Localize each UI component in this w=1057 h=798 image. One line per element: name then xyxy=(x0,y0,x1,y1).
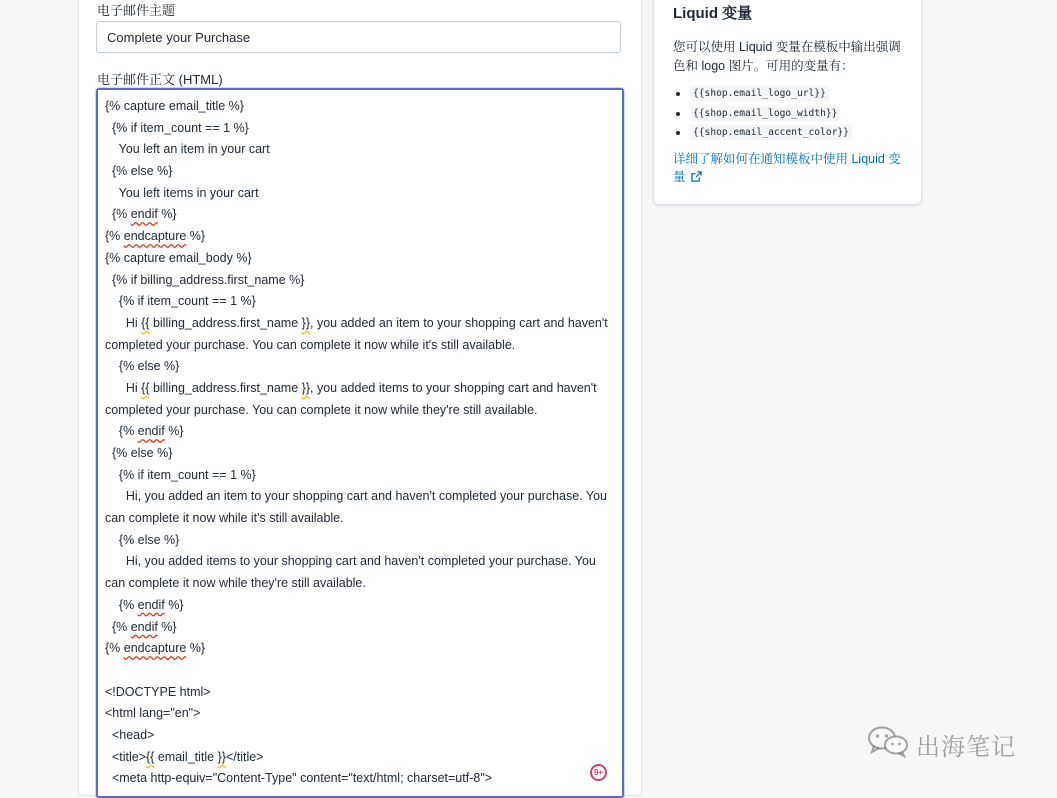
code-line xyxy=(105,508,617,530)
code-text: completed your purchase. You can complete it now while they're still available. xyxy=(105,402,538,417)
code-line xyxy=(105,465,617,487)
body-html-editor[interactable] xyxy=(96,88,624,798)
variable-code: {{shop.email_accent_color}} xyxy=(690,125,852,140)
learn-more-link-text[interactable]: 详细了解如何在通知模板中使用 Liquid 变量 xyxy=(673,152,901,184)
code-line xyxy=(105,768,617,790)
bullet-icon xyxy=(676,112,680,116)
code-line xyxy=(105,703,617,725)
subject-label: 电子邮件主题 xyxy=(97,3,176,18)
code-text: can complete it now while it's still available. xyxy=(105,511,344,526)
flagged-token: {{ xyxy=(141,315,150,330)
variable-code: {{shop.email_logo_width}} xyxy=(690,106,840,121)
code-text: %} xyxy=(157,207,177,222)
wechat-icon xyxy=(866,724,910,765)
card-description: 您可以使用 Liquid 变量在模板中输出强调色和 logo 图片。可用的变量有： xyxy=(673,40,901,73)
code-text: %} xyxy=(186,229,206,244)
code-text: billing_address.first_name xyxy=(149,315,302,330)
external-link-icon[interactable] xyxy=(691,169,702,187)
code-text: Hi, you added an item to your shopping cart and haven't completed your purchase. You xyxy=(105,489,608,504)
code-line xyxy=(105,617,617,639)
code-text: {% else %} xyxy=(105,164,173,179)
code-line xyxy=(105,573,617,595)
flagged-token: }} xyxy=(301,380,311,395)
code-line xyxy=(105,638,617,660)
code-line xyxy=(105,747,617,769)
code-text: {% xyxy=(105,597,138,612)
flagged-token: endcapture xyxy=(123,229,187,244)
flagged-token: {{ xyxy=(141,380,150,395)
code-line xyxy=(105,486,617,508)
code-text: {% xyxy=(105,229,124,244)
code-line xyxy=(105,421,617,443)
code-text: {% xyxy=(105,619,131,634)
code-text: can complete it now while they're still available. xyxy=(105,576,366,591)
code-text: , you added items to your shopping cart and haven't xyxy=(310,380,597,395)
code-line xyxy=(105,682,617,704)
flagged-token: }} xyxy=(217,749,226,764)
flagged-token: endif xyxy=(130,619,158,634)
card-title: Liquid 变量 xyxy=(673,5,753,22)
flagged-token: endif xyxy=(137,424,165,439)
grammar-counter-badge[interactable]: 9+ xyxy=(590,764,607,781)
watermark-text: 出海笔记 xyxy=(916,734,1016,761)
code-text: {% xyxy=(105,641,124,656)
code-line xyxy=(105,204,617,226)
code-line xyxy=(105,139,617,161)
flagged-token: endif xyxy=(130,207,158,222)
code-text: <head> xyxy=(105,727,155,742)
code-line xyxy=(105,226,617,248)
code-line xyxy=(105,725,617,747)
code-text: Hi xyxy=(105,380,142,395)
code-line xyxy=(105,335,617,357)
code-text: {% if billing_address.first_name %} xyxy=(105,272,305,287)
code-text: %} xyxy=(164,597,184,612)
code-text: <html lang="en"> xyxy=(105,706,201,721)
code-line xyxy=(105,378,617,400)
code-text: email_title xyxy=(154,749,218,764)
code-line xyxy=(105,183,617,205)
watermark xyxy=(866,724,1016,765)
code-text: {% else %} xyxy=(105,532,180,547)
code-line xyxy=(105,551,617,573)
learn-more-link[interactable] xyxy=(673,150,903,187)
code-text: {% capture email_body %} xyxy=(105,250,252,265)
code-text: billing_address.first_name xyxy=(149,380,302,395)
code-line xyxy=(105,96,617,118)
code-text: </title> xyxy=(225,749,264,764)
flagged-token: }} xyxy=(301,315,311,330)
code-text: {% else %} xyxy=(105,359,180,374)
code-line xyxy=(105,443,617,465)
subject-input[interactable]: Complete your Purchase xyxy=(96,21,621,53)
code-line xyxy=(105,530,617,552)
code-text: You left items in your cart xyxy=(105,185,259,200)
code-text: %} xyxy=(164,424,184,439)
code-lines xyxy=(105,96,617,790)
code-line xyxy=(105,291,617,313)
code-line xyxy=(105,118,617,140)
flagged-token: endcapture xyxy=(123,641,187,656)
flagged-token: endif xyxy=(137,597,165,612)
code-line xyxy=(105,595,617,617)
variable-code: {{shop.email_logo_url}} xyxy=(690,86,829,101)
code-text: {% capture email_title %} xyxy=(105,99,244,113)
code-text: completed your purchase. You can complete it now while it's still available. xyxy=(105,337,516,352)
code-text: %} xyxy=(157,619,177,634)
code-text: Hi, you added items to your shopping cart and haven't completed your purchase. You xyxy=(105,554,596,569)
code-text: <meta http-equiv="Content-Type" content="text/html; charset=utf-8"> xyxy=(105,771,493,786)
code-line xyxy=(105,248,617,270)
code-text: <title> xyxy=(105,749,146,764)
bullet-icon xyxy=(676,131,680,135)
code-line xyxy=(105,270,617,292)
code-text: %} xyxy=(186,641,206,656)
code-text: {% else %} xyxy=(105,446,173,460)
code-text: {% xyxy=(105,424,138,439)
code-text: {% if item_count == 1 %} xyxy=(105,467,256,482)
body-label: 电子邮件正文 (HTML) xyxy=(97,72,223,87)
code-text: <!DOCTYPE html> xyxy=(105,684,211,699)
code-text: Hi xyxy=(105,315,142,330)
flagged-token: {{ xyxy=(146,749,155,764)
code-text: {% if item_count == 1 %} xyxy=(105,120,249,135)
code-line xyxy=(105,161,617,183)
code-line xyxy=(105,400,617,422)
code-line xyxy=(105,313,617,335)
code-line xyxy=(105,356,617,378)
code-text: {% xyxy=(105,207,131,222)
code-text: You left an item in your cart xyxy=(105,142,270,157)
code-text: , you added an item to your shopping cart and haven't xyxy=(310,315,608,330)
bullet-icon xyxy=(676,92,680,96)
code-text: {% if item_count == 1 %} xyxy=(105,294,256,309)
code-line xyxy=(105,660,617,682)
